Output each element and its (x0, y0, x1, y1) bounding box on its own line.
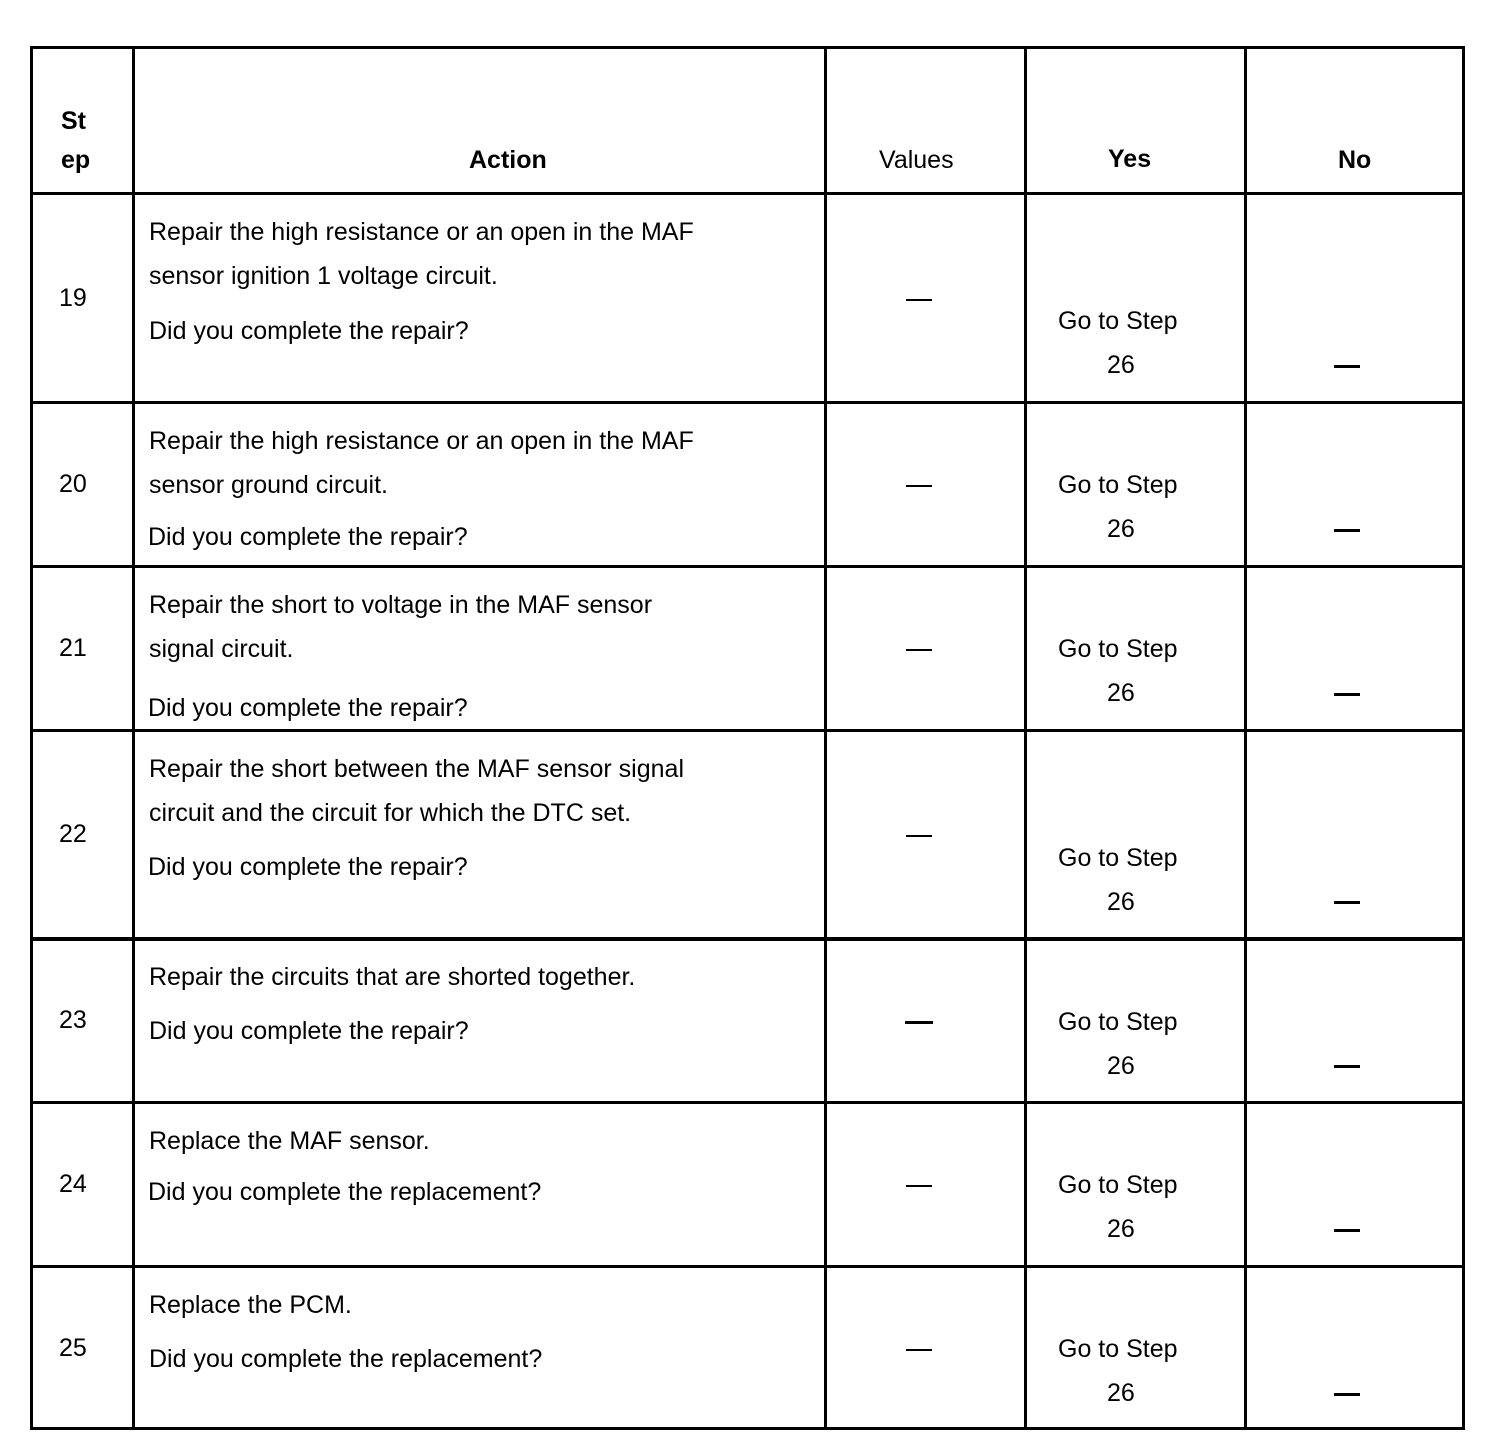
header-no: No (1338, 146, 1372, 174)
header-action: Action (469, 146, 547, 174)
action-text: Did you complete the repair? (148, 523, 468, 551)
table-rule (30, 192, 1465, 195)
table-rule (30, 46, 33, 1430)
action-text: Replace the PCM. (149, 1291, 352, 1319)
table-rule (30, 401, 1465, 404)
step-number: 19 (59, 284, 87, 312)
values-dash (906, 649, 932, 651)
diagnostic-steps-table (30, 46, 1465, 1430)
yes-goto: 26 (1107, 1379, 1135, 1407)
no-dash (1334, 1065, 1360, 1068)
step-number: 20 (59, 470, 87, 498)
step-number: 24 (59, 1170, 87, 1198)
values-dash (906, 1185, 932, 1187)
action-text: Repair the short between the MAF sensor signal (149, 755, 684, 783)
no-dash (1334, 693, 1360, 696)
yes-goto: Go to Step (1058, 1008, 1178, 1036)
action-text: Repair the circuits that are shorted together. (149, 963, 636, 991)
no-dash (1334, 1393, 1360, 1396)
no-dash (1334, 365, 1360, 368)
action-text: Replace the MAF sensor. (149, 1127, 430, 1155)
yes-goto: Go to Step (1058, 471, 1178, 499)
action-text: sensor ground circuit. (149, 471, 389, 499)
action-text: Did you complete the repair? (148, 694, 468, 722)
action-text: Repair the high resistance or an open in the MAF (149, 218, 694, 246)
header-yes: Yes (1108, 145, 1152, 173)
action-text: Did you complete the repair? (148, 853, 468, 881)
values-dash (906, 485, 932, 487)
action-text: Did you complete the repair? (149, 317, 469, 345)
table-rule (30, 1265, 1465, 1268)
action-text: Did you complete the replacement? (148, 1178, 542, 1206)
header-step: St (61, 107, 86, 135)
action-text: Repair the short to voltage in the MAF sensor (149, 591, 653, 619)
table-rule (30, 1427, 1465, 1430)
step-number: 21 (59, 634, 87, 662)
step-number: 23 (59, 1006, 87, 1034)
action-text: Repair the high resistance or an open in the MAF (149, 427, 694, 455)
no-dash (1334, 529, 1360, 532)
action-text: Did you complete the repair? (149, 1017, 469, 1045)
yes-goto: 26 (1107, 515, 1135, 543)
yes-goto: Go to Step (1058, 307, 1178, 335)
step-number: 22 (59, 820, 87, 848)
header-step: ep (61, 146, 91, 174)
table-rule (132, 46, 135, 1430)
table-rule (30, 1101, 1465, 1104)
table-rule (824, 46, 827, 1430)
table-rule (1024, 46, 1027, 1430)
action-text: sensor ignition 1 voltage circuit. (149, 262, 498, 290)
no-dash (1334, 901, 1360, 904)
yes-goto: Go to Step (1058, 844, 1178, 872)
action-text: Did you complete the replacement? (149, 1345, 543, 1373)
values-dash (906, 835, 932, 837)
action-text: signal circuit. (149, 635, 294, 663)
table-rule (1244, 46, 1247, 1430)
table-rule (30, 565, 1465, 568)
values-dash (905, 1021, 933, 1024)
yes-goto: 26 (1107, 1215, 1135, 1243)
yes-goto: Go to Step (1058, 1335, 1178, 1363)
yes-goto: 26 (1107, 679, 1135, 707)
header-values: Values (879, 146, 954, 174)
yes-goto: Go to Step (1058, 635, 1178, 663)
values-dash (906, 1349, 932, 1351)
yes-goto: 26 (1107, 351, 1135, 379)
action-text: circuit and the circuit for which the DTC set. (149, 799, 632, 827)
values-dash (906, 299, 932, 301)
step-number: 25 (59, 1334, 87, 1362)
yes-goto: Go to Step (1058, 1171, 1178, 1199)
table-rule (30, 937, 1465, 941)
table-rule (30, 46, 1465, 49)
no-dash (1334, 1229, 1360, 1232)
yes-goto: 26 (1107, 1052, 1135, 1080)
table-rule (1462, 46, 1465, 1430)
yes-goto: 26 (1107, 888, 1135, 916)
